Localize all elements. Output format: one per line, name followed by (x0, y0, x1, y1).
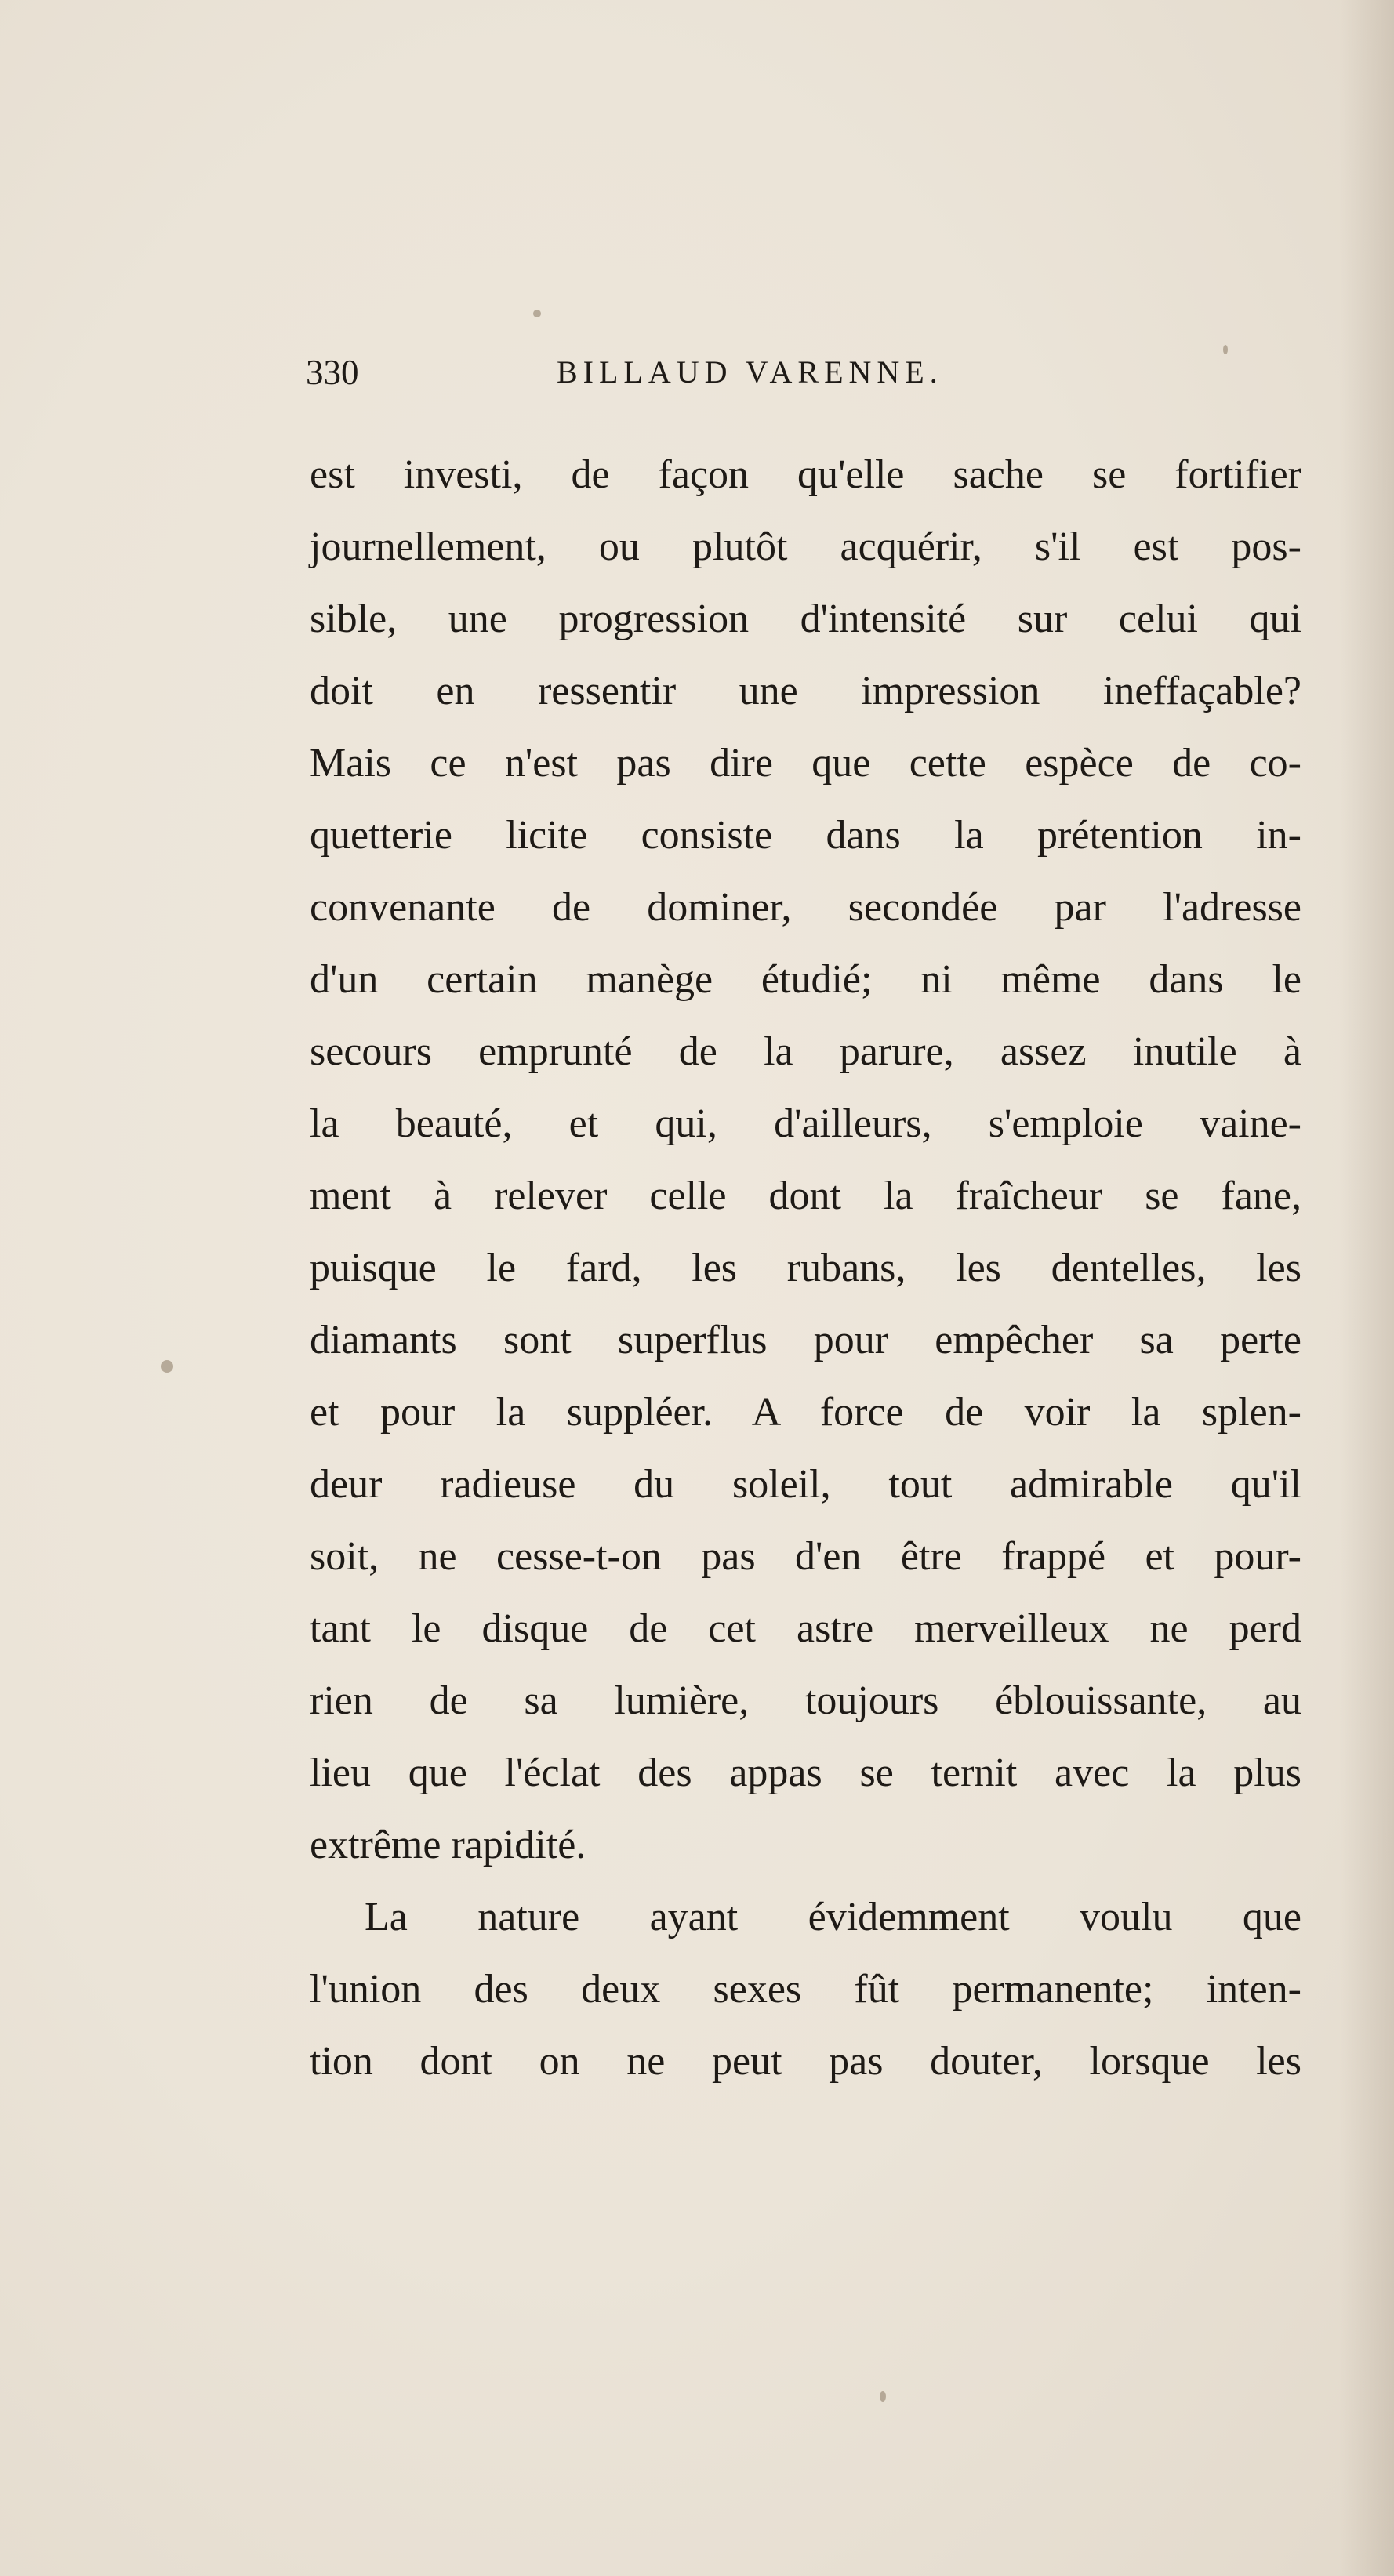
text-line: diamants sont superflus pour empêcher sa perte (310, 1318, 1301, 1362)
paper-speck (161, 1360, 173, 1373)
text-line: journellement, ou plutôt acquérir, s'il est pos- (310, 524, 1301, 569)
paper-speck (880, 2391, 886, 2402)
page-edge-shadow (1339, 0, 1394, 2576)
text-line: quetterie licite consiste dans la prétention in- (310, 813, 1301, 858)
paper-speck (533, 310, 541, 317)
text-line: soit, ne cesse-t-on pas d'en être frappé et pour- (310, 1534, 1301, 1579)
page-number: 330 (306, 353, 359, 392)
paper-speck (1223, 345, 1228, 354)
text-line: tion dont on ne peut pas douter, lorsque les (310, 2039, 1301, 2084)
text-line: rien de sa lumière, toujours éblouissante, au (310, 1678, 1301, 1723)
text-line: est investi, de façon qu'elle sache se fortifier (310, 452, 1301, 497)
text-line: convenante de dominer, secondée par l'adresse (310, 885, 1301, 930)
text-line: sible, une progression d'intensité sur celui qui (310, 597, 1301, 641)
text-line: deur radieuse du soleil, tout admirable qu'il (310, 1462, 1301, 1507)
paragraph-start-line: La nature ayant évidemment voulu que (365, 1895, 1301, 1939)
text-line: d'un certain manège étudié; ni même dans le (310, 957, 1301, 1002)
text-line: secours emprunté de la parure, assez inutile à (310, 1029, 1301, 1074)
text-line: doit en ressentir une impression ineffaçable? (310, 669, 1301, 713)
text-line: l'union des deux sexes fût permanente; inten- (310, 1967, 1301, 2012)
text-line: lieu que l'éclat des appas se ternit avec la plus (310, 1751, 1301, 1795)
text-line: tant le disque de cet astre merveilleux ne perd (310, 1606, 1301, 1651)
text-line: et pour la suppléer. A force de voir la splen- (310, 1390, 1301, 1435)
text-line: Mais ce n'est pas dire que cette espèce de co- (310, 741, 1301, 785)
body-text (310, 439, 1301, 2098)
text-line: puisque le fard, les rubans, les dentelles, les (310, 1246, 1301, 1290)
text-line: ment à relever celle dont la fraîcheur se fane, (310, 1174, 1301, 1218)
text-line: la beauté, et qui, d'ailleurs, s'emploie vaine- (310, 1101, 1301, 1146)
running-header (306, 345, 1043, 400)
running-title: BILLAUD VARENNE. (557, 354, 943, 390)
paragraph-end-line: extrême rapidité. (310, 1823, 586, 1867)
